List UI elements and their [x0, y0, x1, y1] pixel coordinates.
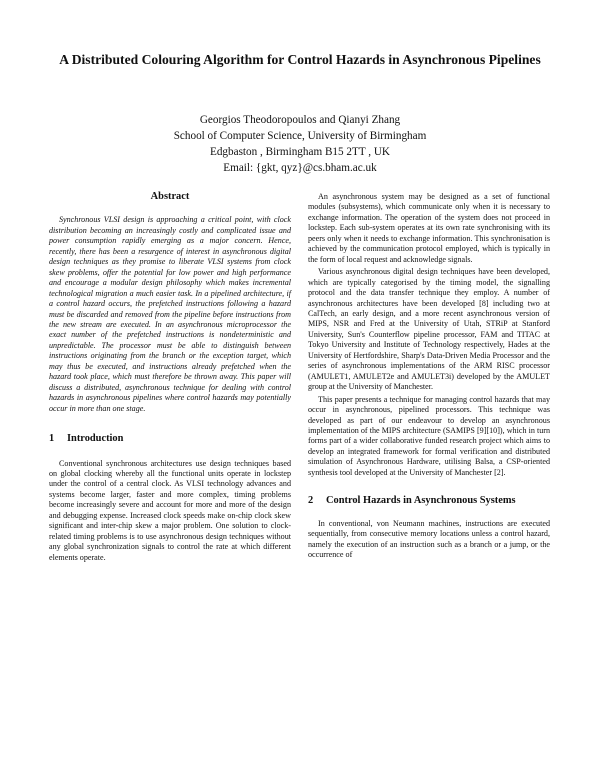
left-column	[49, 192, 291, 565]
section-2-paragraph: In conventional, von Neumann machines, instructions are executed sequentially, from consecutive memory locations unless a control hazard, namely the execution of an instruction such as a branch or a jump, or the occurrence of	[308, 518, 550, 560]
section-1-paragraph: Conventional synchronous architectures use design techniques based on global clocking whereby all the functional units operate in lockstep under the control of a central clock. As VLSI technology advances and systems become larger, faster and more complex, timing problems become increasingly severe and account for more and more of the design and debugging expense. Increased clock speeds make on-chip clock skew significant and inter-chip skew a major problem. One solution to clock-related timing problems is to use asynchronous design techniques without any global synchronization signals to control the rate at which different elements operate.	[49, 458, 291, 562]
section-2-title: Control Hazards in Asynchronous Systems	[326, 495, 516, 507]
author-names: Georgios Theodoropoulos and Qianyi Zhang	[199, 114, 401, 126]
author-affiliation: School of Computer Science, University of Birmingham	[173, 130, 427, 142]
section-2-number: 2	[308, 495, 314, 507]
body-paragraph: An asynchronous system may be designed as a set of functional modules (subsystems), which communicate only when it is necessary to exchange information. The operation of the system does not proceed in lockstep. Each sub-system operates at its own rate synchronising with its peers only when it needs to exchange information. This synchronisation is achieved by the communication protocol employed, which is typically in the form of local request and acknowledge signals.	[308, 192, 550, 264]
author-block	[40, 112, 560, 176]
section-1-title: Introduction	[67, 433, 124, 445]
section-2-heading	[308, 496, 550, 506]
abstract-heading: Abstract	[150, 191, 190, 202]
section-1-heading	[49, 434, 291, 444]
body-paragraph: This paper presents a technique for managing control hazards that may occur in asynchronous, pipelined processors. This technique was developed as part of our endeavour to develop an asynchronous implementation of the MIPS architecture (SAMIPS [9][10]), which in turn forms part of a wider collaborative funded research project which aims to develop an integrated framework for formal verification and distributed simulation of Asynchronous Hardware, utilising Balsa, a CSP-oriented synthesis tool developed at the University of Manchester [2].	[308, 394, 550, 477]
author-address: Edgbaston , Birmingham B15 2TT , UK	[209, 146, 391, 158]
section-1-number: 1	[49, 433, 55, 445]
body-paragraph: Various asynchronous digital design techniques have been developed, which are typically categorised by the timing model, the signalling protocol and the data transfer technique they employ. A number of asynchronous architectures have been developed [8] including two at CalTech, an early design, and a more recent asynchronous version of MIPS, NSR and Fred at the University of Utah, STRiP at Stanford University, Sun's Counterflow pipeline processor, FAM and TITAC at Tokyo University and Institute of Technology respectively, Hades at the University of Hertfordshire, Sharp's Data-Driven Media Processor and the series of asynchronous implementations of the ARM RISC processor (AMULET1, AMULET2e and AMULET3i) developed by the AMULET group at the University of Manchester.	[308, 267, 550, 392]
right-column	[308, 192, 550, 563]
paper-title: A Distributed Colouring Algorithm for Control Hazards in Asynchronous Pipelines	[59, 52, 541, 67]
abstract-text: Synchronous VLSI design is approaching a critical point, with clock distribution becoming an increasingly costly and complicated issue and power consumption rapidly emerging as a major concern. Hence, recently, there has been a resurgence of interest in asynchronous digital design techniques as they promise to liberate VLSI systems from clock skew problems, offer the potential for low power and high performance and encourage a modular design philosophy which makes incremental technological migration a much easier task. In a pipelined architecture, if a control hazard occurs, the prefetched instructions following a hazard must be discarded and removed from the pipeline before instructions from the new stream are executed. In an asynchronous microprocessor the exact number of the prefetched instructions is nondeterministic and unpredictable. The processor must be able to distinguish between instructions originating from the branch or the exception target, which may thus be executed, and instructions already prefetched when the hazard took place, which must therefore be thrown away. This paper will discuss a distributed, asynchronous technique for dealing with control hazards in asynchronous pipelines where control hazards may potentially occur in more than one stage.	[49, 215, 291, 413]
author-email: Email: {gkt, qyz}@cs.bham.ac.uk	[223, 162, 377, 174]
